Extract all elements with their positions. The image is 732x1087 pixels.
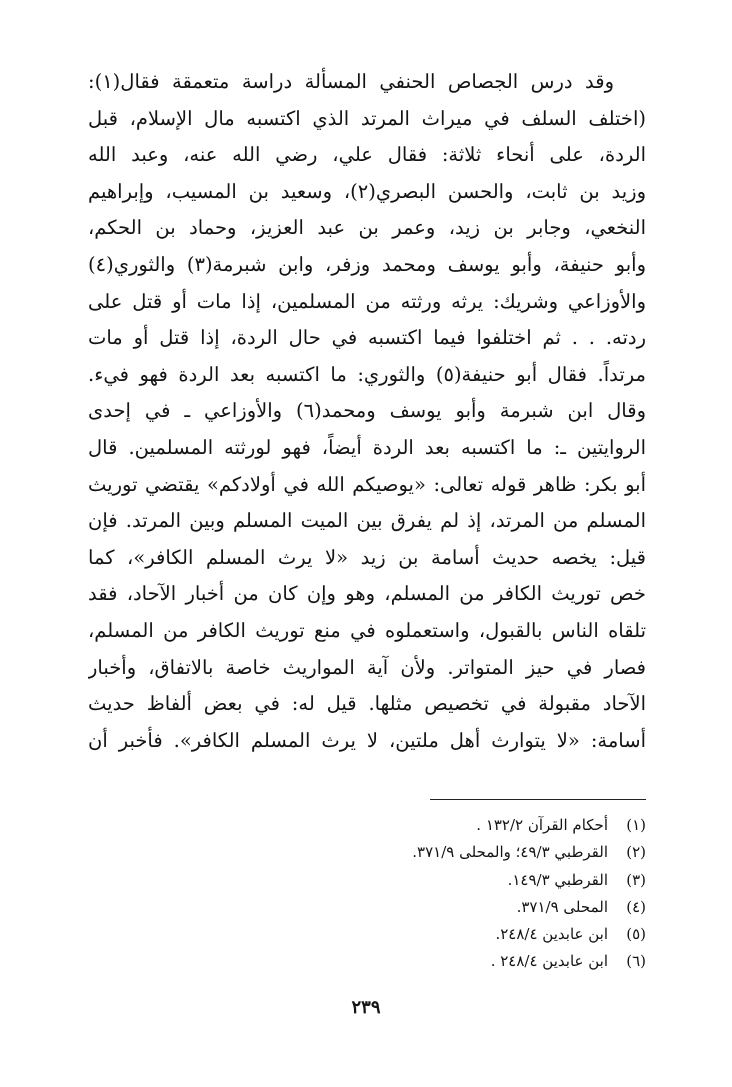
footnote-number: (٤) — [626, 897, 646, 916]
main-text — [88, 64, 646, 759]
footnote — [200, 812, 646, 839]
footnote-text: القرطبي ١٤٩/٣. — [507, 870, 608, 889]
footnote-text: ابن عابدين ٢٤٨/٤ . — [490, 952, 608, 971]
text-line: النخعي، وجابر بن زيد، وعمر بن عبد العزيز، وحماد بن الحكم، — [88, 216, 646, 240]
text-line: المسلم من المرتد، إذ لم يفرق بين الميت المسلم وبين المرتد. فإن — [88, 509, 646, 533]
footnotes — [200, 812, 646, 976]
footnote-number: (٣) — [626, 870, 646, 889]
text-line: مرتداً. فقال أبو حنيفة(٥) والثوري: ما اكتسبه بعد الردة فهو فيء. — [88, 362, 646, 386]
text-line: خص توريث الكافر من المسلم، وهو وإن كان من أخبار الآحاد، فقد — [88, 582, 646, 606]
text-line: قيل: يخصه حديث أسامة بن زيد «لا يرث المسلم الكافر»، كما — [88, 545, 646, 569]
text-line: ردته. . . ثم اختلفوا فيما اكتسبه في حال الردة، إذا قتل أو مات — [88, 326, 646, 350]
text-line: أسامة: «لا يتوارث أهل ملتين، لا يرث المسلم الكافر». فأخبر أن — [88, 728, 646, 752]
text-line: وأبو حنيفة، وأبو يوسف ومحمد وزفر، وابن شبرمة(٣) والثوري(٤) — [88, 252, 646, 276]
footnote-number: (٦) — [626, 952, 646, 971]
footnote-text: المحلى ٣٧١/٩. — [516, 897, 608, 916]
text-line: وقال ابن شبرمة وأبو يوسف ومحمد(٦) والأوزاعي ـ في إحدى — [88, 399, 646, 423]
text-line: أبو بكر: ظاهر قوله تعالى: «يوصيكم الله في أولادكم» يقتضي توريث — [88, 472, 646, 496]
page-number: ٢٣٩ — [351, 997, 381, 1018]
footnote-number: (١) — [626, 816, 646, 834]
footnote-text: القرطبي ٤٩/٣؛ والمحلى ٣٧١/٩. — [412, 843, 608, 862]
footnote — [200, 867, 646, 894]
text-line: وقد درس الجصاص الحنفي المسألة دراسة متعمقة فقال(١): — [88, 70, 614, 93]
footnote — [200, 948, 646, 975]
text-line: وزيد بن ثابت، والحسن البصري(٢)، وسعيد بن المسيب، وإبراهيم — [88, 179, 646, 203]
text-line: الآحاد مقبولة في تخصيص مثلها. قيل له: في بعض ألفاظ حديث — [88, 692, 646, 716]
footnote-divider — [430, 799, 646, 800]
text-line: فصار في حيز المتواتر. ولأن آية المواريث خاصة بالاتفاق، وأخبار — [88, 655, 646, 679]
text-line: والأوزاعي وشريك: يرثه ورثته من المسلمين، إذا مات أو قتل على — [88, 289, 646, 313]
text-line: (اختلف السلف في ميراث المرتد الذي اكتسبه مال الإسلام، قبل — [88, 106, 646, 130]
text-line: الردة، على أنحاء ثلاثة: فقال علي، رضي الله عنه، وعبد الله — [88, 143, 646, 167]
footnote-text: ابن عابدين ٢٤٨/٤. — [495, 925, 608, 944]
footnote-number: (٢) — [626, 843, 646, 862]
text-line: الروايتين ـ: ما اكتسبه بعد الردة أيضاً، فهو لورثته المسلمين. قال — [88, 435, 646, 459]
footnote-text: أحكام القرآن ١٣٢/٢ . — [476, 816, 608, 834]
footnote-number: (٥) — [626, 925, 646, 944]
footnote — [200, 839, 646, 866]
footnote — [200, 894, 646, 921]
footnote — [200, 921, 646, 948]
text-line: تلقاه الناس بالقبول، واستعملوه في منع توريث الكافر من المسلم، — [88, 618, 646, 642]
